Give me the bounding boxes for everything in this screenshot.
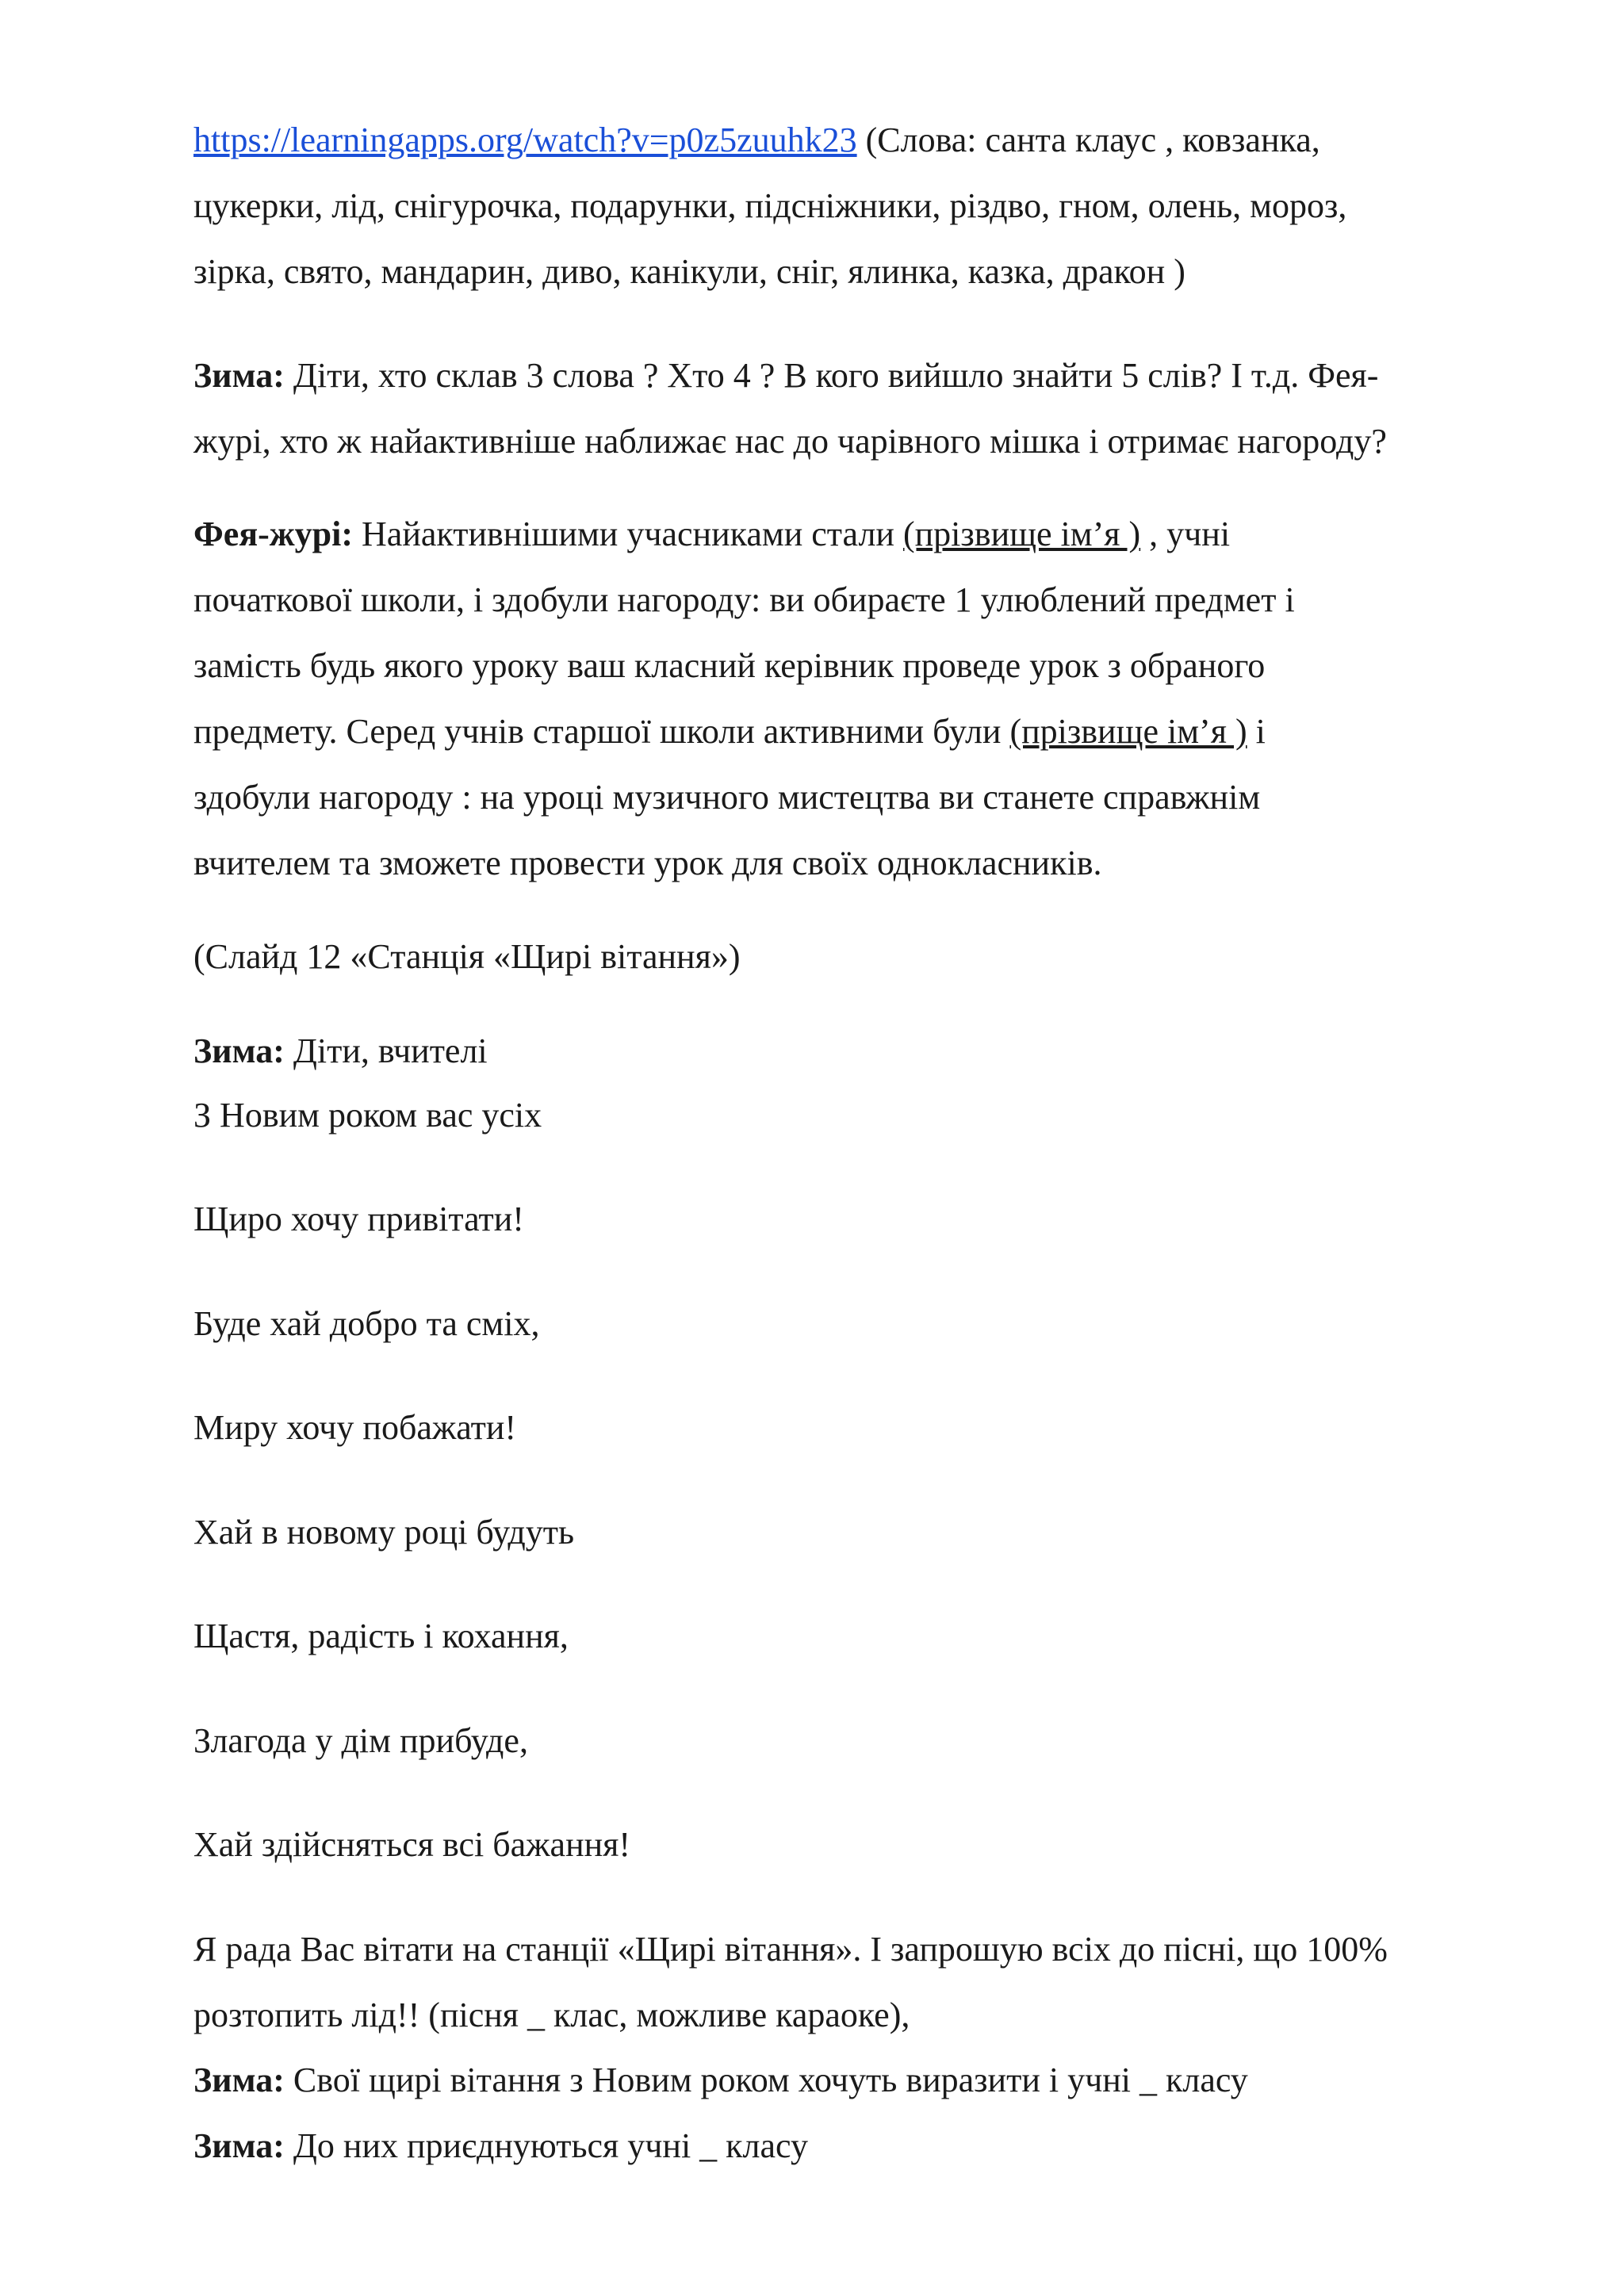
paragraph-line <box>193 2122 808 2170</box>
poem-line: Щастя, радість і кохання, <box>193 1617 569 1655</box>
paragraph-line <box>193 117 1320 164</box>
name-placeholder: (прізвище ім’я ) <box>902 515 1141 553</box>
poem-line: Злагода у дім прибуде, <box>193 1721 528 1760</box>
paragraph-line: цукерки, лід, снігурочка, подарунки, підсніжники, різдво, гном, олень, мороз, <box>193 186 1347 225</box>
paragraph-line <box>193 511 1230 558</box>
speech-text: і <box>1247 712 1266 751</box>
poem-line: З Новим роком вас усіх <box>193 1096 542 1135</box>
paragraph-line: початкової школи, і здобули нагороду: ви обираєте 1 улюблений предмет і <box>193 580 1295 619</box>
speaker-label: Зима: <box>193 2061 285 2099</box>
learningapps-link[interactable]: https://learningapps.org/watch?v=p0z5zuuhk23 <box>193 121 857 159</box>
paragraph-line: замість будь якого уроку ваш класний керівник проведе урок з обраного <box>193 646 1266 685</box>
paragraph-line: Я рада Вас вітати на станції «Щирі вітання». І запрошую всіх до пісні, що 100% <box>193 1930 1388 1969</box>
speech-text: До них приєднуються учні _ класу <box>284 2126 808 2165</box>
words-list-text: (Слова: санта клаус , ковзанка, <box>856 121 1320 159</box>
paragraph-line: вчителем та зможете провести урок для своїх однокласників. <box>193 844 1102 882</box>
paragraph-line: розтопить лід!! (пісня _ клас, можливе караоке), <box>193 1996 910 2034</box>
speaker-label: Зима: <box>193 2126 285 2165</box>
poem-line: Миру хочу побажати! <box>193 1408 517 1447</box>
speech-text: Найактивнішими учасниками стали <box>353 515 903 553</box>
paragraph-line <box>193 1027 488 1075</box>
speech-text: Діти, хто склав 3 слова ? Хто 4 ? В кого вийшло знайти 5 слів? І т.д. Фея- <box>284 356 1379 395</box>
speaker-label: Зима: <box>193 356 285 395</box>
paragraph-line: зірка, свято, мандарин, диво, канікули, сніг, ялинка, казка, дракон ) <box>193 252 1185 291</box>
paragraph-line <box>193 708 1266 756</box>
poem-line: Щиро хочу привітати! <box>193 1200 524 1238</box>
speech-text: Свої щирі вітання з Новим роком хочуть виразити і учні _ класу <box>284 2061 1248 2099</box>
speaker-label: Фея-журі: <box>193 515 354 553</box>
speech-text: Діти, вчителі <box>284 1031 488 1070</box>
paragraph-line: журі, хто ж найактивніше наближає нас до чарівного мішка і отримає нагороду? <box>193 422 1387 461</box>
poem-line: Хай в новому році будуть <box>193 1513 575 1552</box>
speech-text: , учні <box>1140 515 1231 553</box>
speech-text: предмету. Серед учнів старшої школи активними були <box>193 712 1010 751</box>
paragraph-line: здобули нагороду : на уроці музичного мистецтва ви станете справжнім <box>193 778 1261 817</box>
poem-line: Буде хай добро та сміх, <box>193 1304 540 1343</box>
name-placeholder: (прізвище ім’я ) <box>1009 712 1247 751</box>
slide-note: (Слайд 12 «Станція «Щирі вітання») <box>193 937 741 976</box>
poem-line: Хай здійсняться всі бажання! <box>193 1825 631 1864</box>
paragraph-line <box>193 2057 1248 2104</box>
speaker-label: Зима: <box>193 1031 285 1070</box>
paragraph-line <box>193 352 1378 400</box>
